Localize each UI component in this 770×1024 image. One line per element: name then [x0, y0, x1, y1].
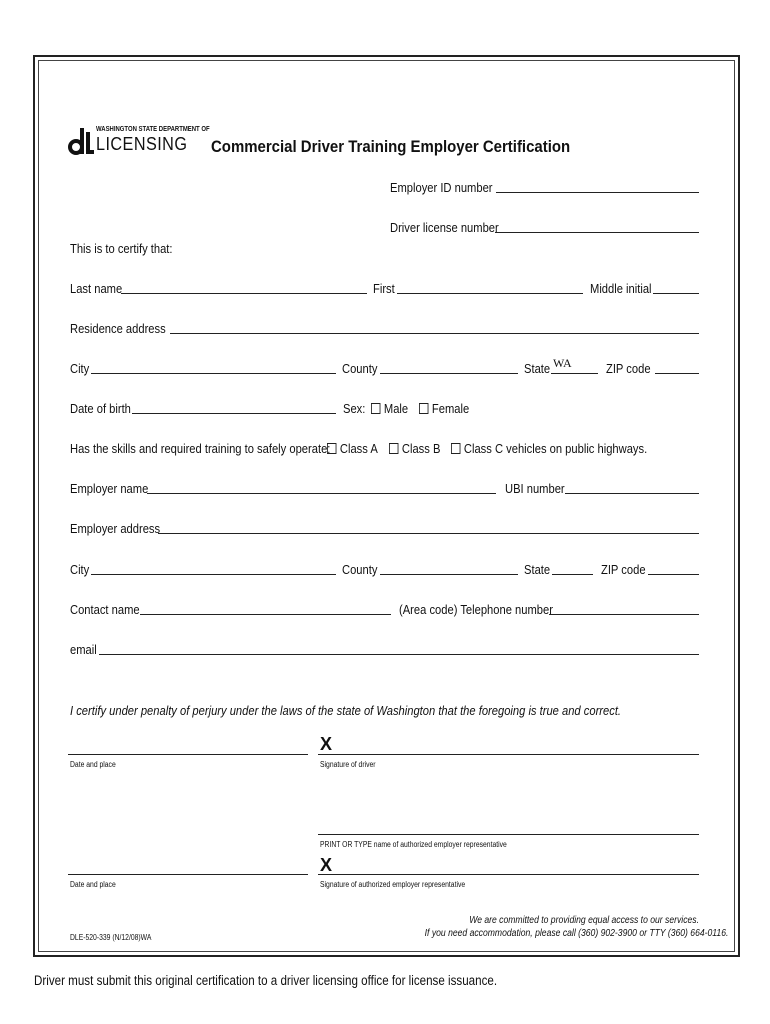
- agency-small-text: WASHINGTON STATE DEPARTMENT OF: [96, 126, 210, 133]
- last-name-line[interactable]: [121, 293, 367, 294]
- employer-state-label: State: [524, 562, 551, 577]
- class-c-checkbox[interactable]: [451, 443, 460, 454]
- class-a-option[interactable]: [327, 441, 378, 456]
- employer-county-line[interactable]: [380, 574, 518, 575]
- telephone-line[interactable]: [549, 614, 699, 615]
- male-option[interactable]: [371, 401, 408, 416]
- employer-city-line[interactable]: [91, 574, 336, 575]
- sex-label: Sex:: [343, 401, 366, 416]
- dol-logo: [68, 122, 210, 156]
- last-name-label: Last name: [70, 281, 123, 296]
- signature-rep-label: Signature of authorized employer representative: [320, 880, 466, 889]
- telephone-label: (Area code) Telephone number: [399, 602, 553, 617]
- email-line[interactable]: [99, 654, 699, 655]
- city-label: City: [70, 361, 90, 376]
- employer-id-label: Employer ID number: [390, 180, 493, 195]
- skills-text: Has the skills and required training to safely operate:: [70, 441, 331, 456]
- employer-name-label: Employer name: [70, 481, 149, 496]
- signature-driver-label: Signature of driver: [320, 760, 376, 769]
- date-place-label-1: Date and place: [70, 760, 116, 769]
- class-b-checkbox[interactable]: [389, 443, 398, 454]
- certification-statement: I certify under penalty of perjury under the laws of the state of Washington that the foregoing is true and correct.: [70, 703, 622, 718]
- inner-border: [38, 60, 735, 952]
- state-value: WA: [553, 356, 572, 370]
- state-label: State: [524, 361, 551, 376]
- contact-name-label: Contact name: [70, 602, 140, 617]
- bottom-note: Driver must submit this original certification to a driver licensing office for license issuance.: [34, 973, 498, 988]
- date-place-line-1[interactable]: [68, 754, 308, 755]
- county-label: County: [342, 361, 378, 376]
- date-place-line-2[interactable]: [68, 874, 308, 875]
- dol-logo-icon: [68, 122, 94, 156]
- employer-state-line[interactable]: [552, 574, 593, 575]
- access-line-1: We are committed to providing equal access to our services.: [469, 915, 699, 926]
- class-a-checkbox[interactable]: [327, 443, 336, 454]
- rep-signature-line[interactable]: [318, 874, 699, 875]
- first-name-label: First: [373, 281, 395, 296]
- access-statement: [380, 914, 729, 940]
- male-label: Male: [383, 401, 409, 416]
- class-a-label: Class A: [339, 441, 378, 456]
- class-b-label: Class B: [401, 441, 441, 456]
- first-name-line[interactable]: [397, 293, 583, 294]
- driver-signature-line[interactable]: [318, 754, 699, 755]
- female-option[interactable]: [419, 401, 469, 416]
- county-line[interactable]: [380, 373, 518, 374]
- print-name-line[interactable]: [318, 834, 699, 835]
- middle-initial-label: Middle initial: [590, 281, 652, 296]
- print-name-label: PRINT OR TYPE name of authorized employer representative: [320, 840, 507, 849]
- driver-license-line[interactable]: [495, 232, 699, 233]
- email-label: email: [70, 642, 97, 657]
- date-place-label-2: Date and place: [70, 880, 116, 889]
- employer-address-label: Employer address: [70, 521, 161, 536]
- state-line[interactable]: [551, 373, 598, 374]
- certify-intro: This is to certify that:: [70, 241, 173, 256]
- male-checkbox[interactable]: [371, 403, 380, 414]
- dob-label: Date of birth: [70, 401, 131, 416]
- ubi-number-line[interactable]: [565, 493, 699, 494]
- ubi-number-label: UBI number: [505, 481, 565, 496]
- female-label: Female: [431, 401, 470, 416]
- class-c-option[interactable]: [451, 441, 647, 456]
- middle-initial-line[interactable]: [653, 293, 699, 294]
- access-line-2: If you need accommodation, please call (360) 902-3900 or TTY (360) 664-0116.: [424, 928, 729, 939]
- employer-address-line[interactable]: [158, 533, 699, 534]
- form-number: DLE-520-339 (N/12/08)WA: [70, 933, 152, 942]
- employer-county-label: County: [342, 562, 378, 577]
- driver-signature-x: X: [320, 734, 333, 754]
- residence-address-line[interactable]: [170, 333, 699, 334]
- driver-license-label: Driver license number: [390, 220, 499, 235]
- form-title: Commercial Driver Training Employer Certification: [211, 137, 571, 156]
- residence-address-label: Residence address: [70, 321, 166, 336]
- agency-large-text: LICENSING: [96, 134, 188, 154]
- employer-id-line[interactable]: [496, 192, 699, 193]
- class-b-option[interactable]: [389, 441, 440, 456]
- female-checkbox[interactable]: [419, 403, 428, 414]
- city-line[interactable]: [91, 373, 336, 374]
- employer-city-label: City: [70, 562, 90, 577]
- employer-name-line[interactable]: [147, 493, 496, 494]
- employer-zip-label: ZIP code: [601, 562, 646, 577]
- dob-line[interactable]: [132, 413, 336, 414]
- zip-code-line[interactable]: [655, 373, 699, 374]
- rep-signature-x: X: [320, 855, 333, 875]
- zip-code-label: ZIP code: [606, 361, 651, 376]
- contact-name-line[interactable]: [140, 614, 391, 615]
- class-c-label: Class C vehicles on public highways.: [463, 441, 648, 456]
- employer-zip-line[interactable]: [648, 574, 699, 575]
